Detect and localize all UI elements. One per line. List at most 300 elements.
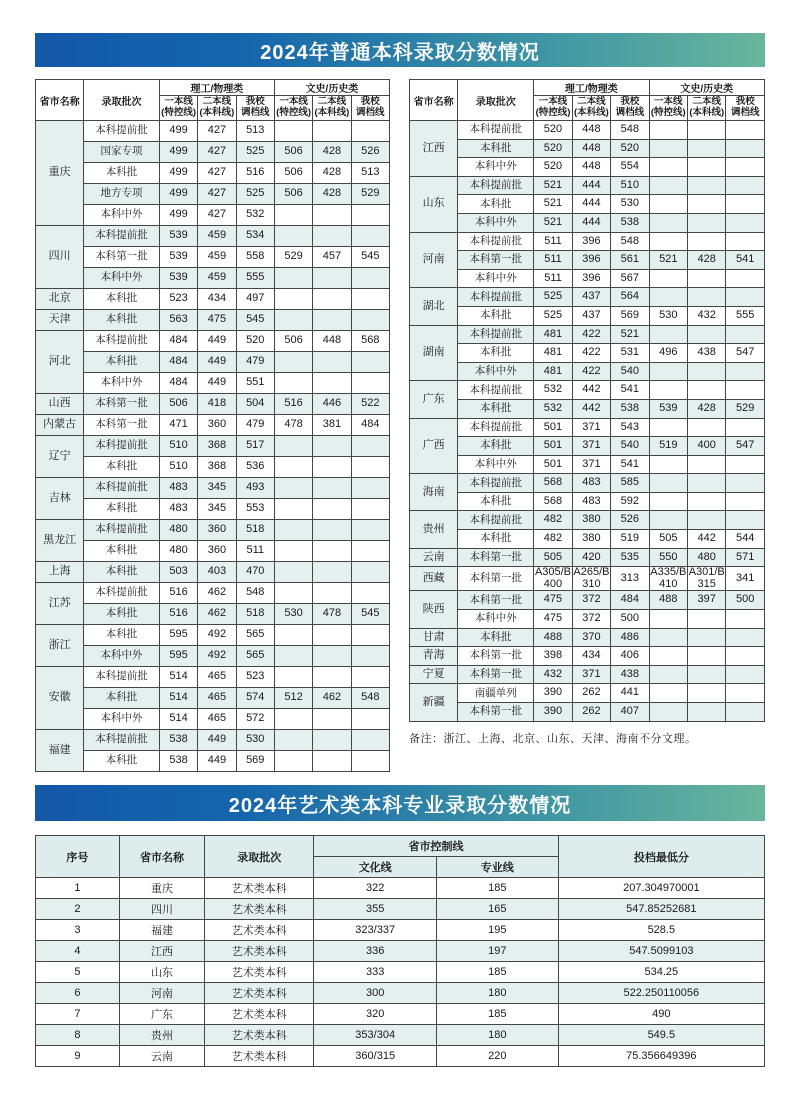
score-cell: 526 bbox=[351, 142, 389, 163]
table-header bbox=[36, 80, 390, 121]
score-cell bbox=[649, 362, 687, 381]
table-row bbox=[410, 609, 765, 628]
score-cell bbox=[688, 213, 726, 232]
min-score-cell: 549.5 bbox=[558, 1025, 764, 1046]
batch-cell: 本科中外 bbox=[84, 646, 160, 667]
score-cell: 360 bbox=[198, 415, 236, 436]
table-row bbox=[410, 665, 765, 684]
batch-cell: 本科第一批 bbox=[458, 251, 534, 270]
score-cell: 372 bbox=[572, 591, 610, 610]
score-cell: 530 bbox=[274, 604, 312, 625]
score-cell: 551 bbox=[236, 373, 274, 394]
col-header-sci-group: 理工/物理类 bbox=[534, 80, 649, 96]
batch-cell: 南疆单列 bbox=[458, 684, 534, 703]
table-row bbox=[410, 121, 765, 140]
province-cell: 新疆 bbox=[410, 684, 458, 721]
table-row bbox=[36, 436, 390, 457]
batch-cell: 本科提前批 bbox=[84, 331, 160, 352]
batch-cell: 本科中外 bbox=[458, 213, 534, 232]
min-score-cell: 207.304970001 bbox=[558, 878, 764, 899]
score-cell bbox=[688, 158, 726, 177]
score-cell bbox=[351, 268, 389, 289]
score-cell bbox=[726, 455, 765, 474]
batch-cell: 本科批 bbox=[84, 541, 160, 562]
batch-cell: 本科批 bbox=[84, 751, 160, 772]
score-cell: 511 bbox=[236, 541, 274, 562]
table-row bbox=[36, 962, 765, 983]
table-row bbox=[410, 418, 765, 437]
score-cell bbox=[313, 373, 351, 394]
score-cell bbox=[313, 520, 351, 541]
score-cell: 470 bbox=[236, 562, 274, 583]
score-cell: 530 bbox=[236, 730, 274, 751]
score-cell: 484 bbox=[611, 591, 649, 610]
score-cell bbox=[649, 195, 687, 214]
score-cell: 459 bbox=[198, 268, 236, 289]
score-cell bbox=[313, 499, 351, 520]
col-header-line: 我校 调档线 bbox=[351, 96, 389, 121]
score-cell: 555 bbox=[726, 306, 765, 325]
batch-cell: 本科第一批 bbox=[458, 591, 534, 610]
score-cell bbox=[726, 139, 765, 158]
score-cell: 522 bbox=[351, 394, 389, 415]
score-cell bbox=[726, 288, 765, 307]
score-cell bbox=[274, 226, 312, 247]
col-header-line: 一本线 (特控线) bbox=[159, 96, 197, 121]
score-cell: 592 bbox=[611, 492, 649, 511]
table-row bbox=[36, 142, 390, 163]
batch-cell: 艺术类本科 bbox=[205, 899, 314, 920]
score-cell: 493 bbox=[236, 478, 274, 499]
col-header-min-score: 投档最低分 bbox=[558, 836, 764, 878]
score-cell bbox=[726, 647, 765, 666]
score-cell: 532 bbox=[236, 205, 274, 226]
batch-cell: 本科批 bbox=[458, 530, 534, 549]
min-score-cell: 534.25 bbox=[558, 962, 764, 983]
table-row bbox=[410, 139, 765, 158]
table-row bbox=[36, 709, 390, 730]
score-cell: 595 bbox=[159, 646, 197, 667]
table-row bbox=[410, 567, 765, 591]
province-cell: 山西 bbox=[36, 394, 84, 415]
score-cell: 511 bbox=[534, 251, 572, 270]
score-cell bbox=[351, 352, 389, 373]
score-cell: 510 bbox=[611, 176, 649, 195]
table-row bbox=[410, 591, 765, 610]
art-table-header bbox=[36, 836, 765, 878]
score-cell: 497 bbox=[236, 289, 274, 310]
batch-cell: 本科提前批 bbox=[84, 121, 160, 142]
score-cell: 506 bbox=[274, 331, 312, 352]
batch-cell: 本科提前批 bbox=[458, 381, 534, 400]
batch-cell: 国家专项 bbox=[84, 142, 160, 163]
score-cell: 403 bbox=[198, 562, 236, 583]
province-cell: 重庆 bbox=[119, 878, 204, 899]
score-cell: 553 bbox=[236, 499, 274, 520]
min-score-cell: 75.356649396 bbox=[558, 1046, 764, 1067]
score-cell: 499 bbox=[159, 184, 197, 205]
score-cell: 501 bbox=[534, 455, 572, 474]
batch-cell: 本科第一批 bbox=[84, 247, 160, 268]
score-cell bbox=[726, 269, 765, 288]
score-cell: 520 bbox=[534, 139, 572, 158]
score-cell: 428 bbox=[313, 184, 351, 205]
major-line-cell: 165 bbox=[436, 899, 558, 920]
batch-cell: 本科提前批 bbox=[84, 667, 160, 688]
score-cell: 488 bbox=[649, 591, 687, 610]
score-cell: 499 bbox=[159, 205, 197, 226]
score-cell: 465 bbox=[198, 667, 236, 688]
batch-cell: 本科批 bbox=[84, 457, 160, 478]
score-cell: 438 bbox=[611, 665, 649, 684]
table-row bbox=[36, 983, 765, 1004]
index-cell: 8 bbox=[36, 1025, 120, 1046]
score-cell: 519 bbox=[649, 437, 687, 456]
score-cell: 529 bbox=[274, 247, 312, 268]
score-cell: 448 bbox=[572, 139, 610, 158]
table-row bbox=[36, 920, 765, 941]
score-cell: 500 bbox=[726, 591, 765, 610]
col-header-index: 序号 bbox=[36, 836, 120, 878]
score-cell: 496 bbox=[649, 344, 687, 363]
score-cell: A301/B315 bbox=[688, 566, 725, 590]
score-cell bbox=[726, 628, 765, 647]
score-cell: 262 bbox=[572, 684, 610, 703]
score-cell: 422 bbox=[572, 362, 610, 381]
score-cell: 434 bbox=[198, 289, 236, 310]
score-cell: 532 bbox=[534, 381, 572, 400]
score-cell bbox=[726, 362, 765, 381]
col-header-line: 一本线 (特控线) bbox=[274, 96, 312, 121]
table-row bbox=[36, 1004, 765, 1025]
batch-cell: 本科批 bbox=[84, 310, 160, 331]
score-cell: 554 bbox=[611, 158, 649, 177]
score-cell: 561 bbox=[611, 251, 649, 270]
province-cell: 四川 bbox=[36, 226, 84, 289]
score-cell: 397 bbox=[688, 591, 726, 610]
score-cell bbox=[649, 628, 687, 647]
score-cell bbox=[688, 121, 726, 140]
table-row bbox=[410, 702, 765, 721]
col-header-control-group: 省市控制线 bbox=[314, 836, 558, 857]
score-cell: 479 bbox=[236, 415, 274, 436]
table-row bbox=[36, 604, 390, 625]
score-cell: 536 bbox=[236, 457, 274, 478]
province-cell: 云南 bbox=[119, 1046, 204, 1067]
score-cell: 574 bbox=[236, 688, 274, 709]
score-cell bbox=[688, 381, 726, 400]
batch-cell: 本科提前批 bbox=[84, 583, 160, 604]
batch-cell: 本科批 bbox=[84, 499, 160, 520]
score-cell: 484 bbox=[351, 415, 389, 436]
province-cell: 广东 bbox=[119, 1004, 204, 1025]
table-body bbox=[36, 121, 390, 772]
table-row bbox=[410, 492, 765, 511]
scores-table-left bbox=[35, 79, 390, 772]
score-cell: 563 bbox=[159, 310, 197, 331]
score-cell: 499 bbox=[159, 142, 197, 163]
score-cell: 568 bbox=[534, 474, 572, 493]
score-cell: 539 bbox=[649, 399, 687, 418]
province-cell: 湖北 bbox=[410, 288, 458, 325]
score-cell bbox=[274, 709, 312, 730]
table-row bbox=[36, 310, 390, 331]
score-cell bbox=[726, 418, 765, 437]
score-cell bbox=[649, 232, 687, 251]
province-cell: 四川 bbox=[119, 899, 204, 920]
score-cell: 483 bbox=[159, 478, 197, 499]
score-cell: 380 bbox=[572, 511, 610, 530]
score-cell: 519 bbox=[611, 530, 649, 549]
score-cell: 548 bbox=[611, 121, 649, 140]
culture-line-cell: 336 bbox=[314, 941, 436, 962]
score-cell: 510 bbox=[159, 436, 197, 457]
col-header-sci-group: 理工/物理类 bbox=[159, 80, 274, 96]
score-cell: 341 bbox=[726, 567, 765, 591]
score-cell: 505 bbox=[649, 530, 687, 549]
score-cell bbox=[649, 609, 687, 628]
table-row bbox=[36, 1025, 765, 1046]
score-cell: 531 bbox=[611, 344, 649, 363]
score-cell: 535 bbox=[611, 548, 649, 567]
score-cell: 446 bbox=[313, 394, 351, 415]
score-cell: 441 bbox=[611, 684, 649, 703]
score-cell: 525 bbox=[236, 142, 274, 163]
score-cell bbox=[688, 609, 726, 628]
score-cell bbox=[274, 373, 312, 394]
score-cell: 448 bbox=[572, 121, 610, 140]
table-row bbox=[36, 667, 390, 688]
score-cell: 483 bbox=[572, 492, 610, 511]
table-row bbox=[410, 213, 765, 232]
score-cell: 501 bbox=[534, 437, 572, 456]
score-cell: 488 bbox=[534, 628, 572, 647]
score-cell bbox=[351, 520, 389, 541]
batch-cell: 艺术类本科 bbox=[205, 1025, 314, 1046]
score-cell: 380 bbox=[572, 530, 610, 549]
table-row bbox=[410, 628, 765, 647]
batch-cell: 本科批 bbox=[458, 437, 534, 456]
batch-cell: 本科第一批 bbox=[458, 647, 534, 666]
batch-cell: 本科中外 bbox=[84, 373, 160, 394]
score-cell: 390 bbox=[534, 702, 572, 721]
province-cell: 浙江 bbox=[36, 625, 84, 667]
table-row bbox=[410, 176, 765, 195]
col-header-line: 二本线 (本科线) bbox=[688, 96, 726, 121]
table-row bbox=[36, 163, 390, 184]
score-cell: 523 bbox=[159, 289, 197, 310]
score-cell bbox=[313, 352, 351, 373]
table-row bbox=[36, 499, 390, 520]
province-cell: 安徽 bbox=[36, 667, 84, 730]
score-cell bbox=[351, 436, 389, 457]
table-row bbox=[36, 541, 390, 562]
score-cell: 529 bbox=[351, 184, 389, 205]
score-cell: 506 bbox=[274, 184, 312, 205]
table-row bbox=[36, 520, 390, 541]
score-cell: 481 bbox=[534, 362, 572, 381]
score-cell: 459 bbox=[198, 226, 236, 247]
score-cell bbox=[726, 665, 765, 684]
score-cell bbox=[688, 325, 726, 344]
score-cell bbox=[726, 121, 765, 140]
table-row bbox=[36, 226, 390, 247]
score-cell bbox=[274, 499, 312, 520]
culture-line-cell: 320 bbox=[314, 1004, 436, 1025]
province-cell: 河南 bbox=[119, 983, 204, 1004]
table-row bbox=[36, 899, 765, 920]
province-cell: 青海 bbox=[410, 647, 458, 666]
province-cell: 黑龙江 bbox=[36, 520, 84, 562]
batch-cell: 本科批 bbox=[458, 628, 534, 647]
score-cell: 427 bbox=[198, 163, 236, 184]
score-cell bbox=[726, 474, 765, 493]
art-header-row-1 bbox=[36, 836, 765, 857]
score-cell: 545 bbox=[351, 604, 389, 625]
batch-cell: 本科批 bbox=[84, 289, 160, 310]
table-row bbox=[36, 688, 390, 709]
score-cell: 396 bbox=[572, 269, 610, 288]
score-cell: 449 bbox=[198, 352, 236, 373]
table-row bbox=[36, 562, 390, 583]
culture-line-cell: 333 bbox=[314, 962, 436, 983]
score-cell: 539 bbox=[159, 226, 197, 247]
table-row bbox=[410, 325, 765, 344]
score-cell: 543 bbox=[611, 418, 649, 437]
score-cell bbox=[274, 436, 312, 457]
batch-cell: 本科第一批 bbox=[84, 415, 160, 436]
score-cell: 427 bbox=[198, 121, 236, 142]
score-cell bbox=[649, 158, 687, 177]
batch-cell: 本科提前批 bbox=[458, 511, 534, 530]
score-cell: 516 bbox=[159, 583, 197, 604]
table-row bbox=[36, 331, 390, 352]
score-cell: 513 bbox=[351, 163, 389, 184]
province-cell: 上海 bbox=[36, 562, 84, 583]
score-cell: 345 bbox=[198, 499, 236, 520]
batch-cell: 本科提前批 bbox=[458, 288, 534, 307]
major-line-cell: 197 bbox=[436, 941, 558, 962]
province-cell: 贵州 bbox=[410, 511, 458, 548]
table-row bbox=[410, 232, 765, 251]
score-cell: 462 bbox=[198, 604, 236, 625]
score-cell: 418 bbox=[198, 394, 236, 415]
score-cell: 396 bbox=[572, 251, 610, 270]
score-cell bbox=[274, 352, 312, 373]
score-cell: 568 bbox=[534, 492, 572, 511]
col-header-batch: 录取批次 bbox=[205, 836, 314, 878]
score-cell: 565 bbox=[236, 625, 274, 646]
score-cell bbox=[351, 205, 389, 226]
score-cell: 398 bbox=[534, 647, 572, 666]
score-cell bbox=[274, 562, 312, 583]
score-cell: 484 bbox=[159, 373, 197, 394]
score-cell: 434 bbox=[572, 647, 610, 666]
province-cell: 湖南 bbox=[410, 325, 458, 381]
score-cell bbox=[688, 684, 726, 703]
score-cell bbox=[688, 139, 726, 158]
batch-cell: 本科批 bbox=[458, 139, 534, 158]
province-cell: 辽宁 bbox=[36, 436, 84, 478]
score-cell bbox=[649, 702, 687, 721]
score-cell: 422 bbox=[572, 325, 610, 344]
culture-line-cell: 323/337 bbox=[314, 920, 436, 941]
batch-cell: 本科中外 bbox=[458, 455, 534, 474]
table-row bbox=[410, 647, 765, 666]
batch-cell: 本科批 bbox=[84, 688, 160, 709]
table-row bbox=[410, 548, 765, 567]
art-scores-table bbox=[35, 835, 765, 1067]
score-cell bbox=[274, 457, 312, 478]
score-cell: 518 bbox=[236, 520, 274, 541]
batch-cell: 本科第一批 bbox=[458, 548, 534, 567]
score-cell: 538 bbox=[159, 730, 197, 751]
score-cell: 567 bbox=[611, 269, 649, 288]
table-row bbox=[36, 730, 390, 751]
score-cell bbox=[726, 213, 765, 232]
score-cell: 518 bbox=[236, 604, 274, 625]
score-cell: 427 bbox=[198, 205, 236, 226]
col-header-line: 一本线 (特控线) bbox=[649, 96, 687, 121]
score-cell bbox=[688, 195, 726, 214]
table-row bbox=[36, 352, 390, 373]
score-cell bbox=[649, 665, 687, 684]
score-cell bbox=[274, 520, 312, 541]
score-cell bbox=[688, 232, 726, 251]
score-cell: 428 bbox=[313, 142, 351, 163]
score-cell bbox=[688, 362, 726, 381]
score-cell bbox=[688, 474, 726, 493]
batch-cell: 本科提前批 bbox=[84, 520, 160, 541]
col-header-line: 我校 调档线 bbox=[726, 96, 765, 121]
col-header-arts-group: 文史/历史类 bbox=[274, 80, 389, 96]
batch-cell: 本科提前批 bbox=[458, 474, 534, 493]
score-cell: A265/B310 bbox=[573, 566, 610, 590]
batch-cell: 本科批 bbox=[84, 163, 160, 184]
batch-cell: 本科中外 bbox=[458, 269, 534, 288]
score-cell: 503 bbox=[159, 562, 197, 583]
table-row bbox=[36, 878, 765, 899]
score-cell: 432 bbox=[688, 306, 726, 325]
index-cell: 7 bbox=[36, 1004, 120, 1025]
table-row bbox=[410, 288, 765, 307]
batch-cell: 本科提前批 bbox=[458, 325, 534, 344]
header-row-groups bbox=[410, 80, 765, 96]
province-cell: 福建 bbox=[119, 920, 204, 941]
score-cell: 525 bbox=[236, 184, 274, 205]
table-row bbox=[410, 437, 765, 456]
score-cell bbox=[351, 751, 389, 772]
province-cell: 江苏 bbox=[36, 583, 84, 625]
score-cell bbox=[313, 541, 351, 562]
score-cell bbox=[351, 646, 389, 667]
score-cell: 484 bbox=[159, 352, 197, 373]
score-cell: 521 bbox=[534, 213, 572, 232]
score-cell bbox=[688, 492, 726, 511]
score-cell: 547 bbox=[726, 344, 765, 363]
culture-line-cell: 353/304 bbox=[314, 1025, 436, 1046]
province-cell: 北京 bbox=[36, 289, 84, 310]
table-row bbox=[36, 289, 390, 310]
score-cell bbox=[274, 268, 312, 289]
score-cell bbox=[726, 381, 765, 400]
batch-cell: 本科批 bbox=[458, 306, 534, 325]
min-score-cell: 547.5099103 bbox=[558, 941, 764, 962]
score-cell bbox=[351, 562, 389, 583]
table-row bbox=[36, 205, 390, 226]
province-cell: 贵州 bbox=[119, 1025, 204, 1046]
score-cell bbox=[688, 418, 726, 437]
